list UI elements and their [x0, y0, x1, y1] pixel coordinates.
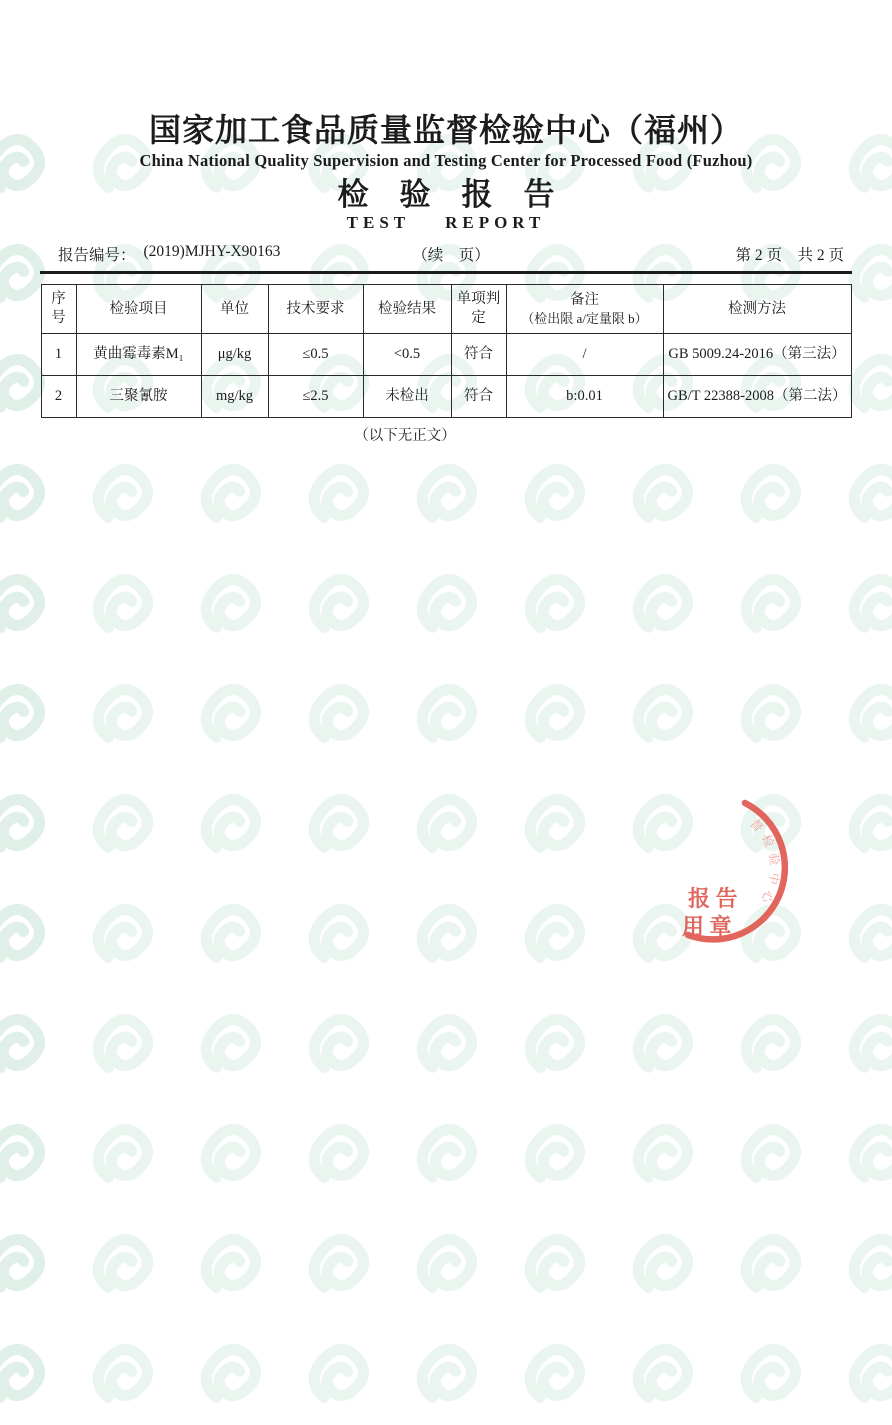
- watermark-glyph: [188, 564, 274, 650]
- watermark-glyph: [512, 894, 598, 980]
- report-meta-row: [42, 243, 850, 265]
- watermark-glyph: [188, 1114, 274, 1200]
- watermark-glyph: [512, 1004, 598, 1090]
- watermark-glyph: [728, 1334, 814, 1420]
- watermark-glyph: [0, 1334, 58, 1420]
- watermark-glyph: [80, 1334, 166, 1420]
- cell-item: 三聚氰胺: [76, 376, 201, 418]
- watermark-glyph: [0, 454, 58, 540]
- watermark-glyph: [296, 1224, 382, 1310]
- watermark-glyph: [836, 1004, 892, 1090]
- watermark-glyph: [188, 894, 274, 980]
- watermark-glyph: [0, 1224, 58, 1310]
- report-number-group: [42, 243, 335, 265]
- watermark-glyph: [188, 454, 274, 540]
- watermark-glyph: [80, 674, 166, 760]
- watermark-glyph: [512, 784, 598, 870]
- cell-result: 未检出: [363, 376, 451, 418]
- watermark-glyph: [728, 564, 814, 650]
- watermark-glyph: [836, 1334, 892, 1420]
- report-title-cn: 检 验 报 告: [337, 176, 555, 212]
- end-of-text-note: （以下无正文）: [354, 428, 456, 445]
- watermark-glyph: [836, 1224, 892, 1310]
- seal-text-line1: 报 告: [688, 886, 738, 911]
- watermark-glyph: [80, 1114, 166, 1200]
- cell-requirement: ≤0.5: [268, 334, 363, 376]
- report-title-en: TEST REPORT: [346, 212, 546, 232]
- watermark-glyph: [188, 784, 274, 870]
- col-header-judgement: 单项判定: [451, 285, 506, 334]
- watermark-glyph: [0, 674, 58, 760]
- watermark-glyph: [404, 1224, 490, 1310]
- watermark-glyph: [80, 1004, 166, 1090]
- cell-requirement: ≤2.5: [268, 376, 363, 418]
- watermark-glyph: [80, 1224, 166, 1310]
- header-divider: [40, 271, 852, 275]
- watermark-glyph: [296, 784, 382, 870]
- watermark-glyph: [512, 1114, 598, 1200]
- col-header-method: 检测方法: [663, 285, 851, 334]
- watermark-glyph: [404, 784, 490, 870]
- report-number-value: (2019)MJHY-X90163: [143, 242, 281, 260]
- watermark-glyph: [620, 1334, 706, 1420]
- col-header-result: 检验结果: [363, 285, 451, 334]
- col-header-unit: 单位: [201, 285, 268, 334]
- watermark-glyph: [296, 1334, 382, 1420]
- watermark-glyph: [836, 564, 892, 650]
- seal-text-line2: 用 章: [682, 914, 732, 939]
- watermark-glyph: [188, 674, 274, 760]
- watermark-glyph: [728, 1224, 814, 1310]
- watermark-glyph: [404, 564, 490, 650]
- watermark-glyph: [728, 1004, 814, 1090]
- watermark-glyph: [620, 1114, 706, 1200]
- col-header-remark: [506, 285, 663, 334]
- watermark-glyph: [188, 1224, 274, 1310]
- watermark-glyph: [0, 1114, 58, 1200]
- cell-unit: mg/kg: [201, 376, 268, 418]
- seal-arc-text: 督检验中心: [747, 816, 783, 911]
- watermark-glyph: [728, 1114, 814, 1200]
- cell-result: <0.5: [363, 334, 451, 376]
- page-indicator: 第 2 页 共 2 页: [735, 246, 844, 264]
- watermark-glyph: [728, 674, 814, 760]
- continuation-note: （续 页）: [412, 246, 490, 264]
- document-header: [0, 112, 892, 233]
- report-seal-stamp: [650, 776, 850, 961]
- watermark-glyph: [836, 674, 892, 760]
- watermark-glyph: [80, 784, 166, 870]
- results-table-body: [41, 334, 851, 418]
- watermark-glyph: [0, 784, 58, 870]
- cell-remark: /: [506, 334, 663, 376]
- watermark-glyph: [296, 1114, 382, 1200]
- watermark-glyph: [620, 1224, 706, 1310]
- cell-method: GB/T 22388-2008（第二法）: [663, 376, 851, 418]
- center-name-en: China National Quality Supervision and Testing Center for Processed Food (Fuzhou): [139, 150, 753, 170]
- watermark-glyph: [80, 564, 166, 650]
- col-header-item: 检验项目: [76, 285, 201, 334]
- watermark-glyph: [620, 1004, 706, 1090]
- watermark-glyph: [512, 1334, 598, 1420]
- col-header-remark-sub: （检出限 a/定量限 b）: [521, 311, 648, 327]
- cell-unit: μg/kg: [201, 334, 268, 376]
- table-header-row: [41, 285, 851, 334]
- cell-item: 黄曲霉毒素M₁: [76, 334, 201, 376]
- watermark-glyph: [404, 1004, 490, 1090]
- cell-no: 2: [41, 376, 76, 418]
- watermark-glyph: [620, 674, 706, 760]
- col-header-remark-title: 备注: [570, 291, 599, 308]
- watermark-glyph: [728, 454, 814, 540]
- report-number-label: 报告编号：: [58, 246, 136, 264]
- table-row: [41, 376, 851, 418]
- watermark-glyph: [80, 454, 166, 540]
- watermark-glyph: [404, 894, 490, 980]
- watermark-glyph: [512, 674, 598, 760]
- watermark-glyph: [296, 454, 382, 540]
- cell-judgement: 符合: [451, 376, 506, 418]
- watermark-glyph: [404, 1114, 490, 1200]
- watermark-glyph: [188, 1334, 274, 1420]
- watermark-glyph: [296, 564, 382, 650]
- cell-remark: b:0.01: [506, 376, 663, 418]
- watermark-glyph: [512, 1224, 598, 1310]
- watermark-glyph: [512, 454, 598, 540]
- watermark-glyph: [836, 454, 892, 540]
- col-header-no: 序号: [41, 285, 76, 334]
- watermark-glyph: [0, 564, 58, 650]
- watermark-glyph: [620, 454, 706, 540]
- watermark-glyph: [188, 1004, 274, 1090]
- watermark-glyph: [404, 674, 490, 760]
- cell-method: GB 5009.24-2016（第三法）: [663, 334, 851, 376]
- watermark-glyph: [296, 674, 382, 760]
- watermark-glyph: [296, 1004, 382, 1090]
- watermark-glyph: [0, 894, 58, 980]
- center-name-cn: 国家加工食品质量监督检验中心（福州）: [148, 112, 743, 148]
- cell-judgement: 符合: [451, 334, 506, 376]
- watermark-glyph: [512, 564, 598, 650]
- watermark-glyph: [836, 1114, 892, 1200]
- results-table: [41, 284, 852, 418]
- watermark-glyph: [0, 1004, 58, 1090]
- watermark-glyph: [404, 454, 490, 540]
- cell-no: 1: [41, 334, 76, 376]
- table-row: [41, 334, 851, 376]
- watermark-glyph: [620, 564, 706, 650]
- watermark-glyph: [404, 1334, 490, 1420]
- watermark-glyph: [296, 894, 382, 980]
- col-header-requirement: 技术要求: [268, 285, 363, 334]
- watermark-glyph: [80, 894, 166, 980]
